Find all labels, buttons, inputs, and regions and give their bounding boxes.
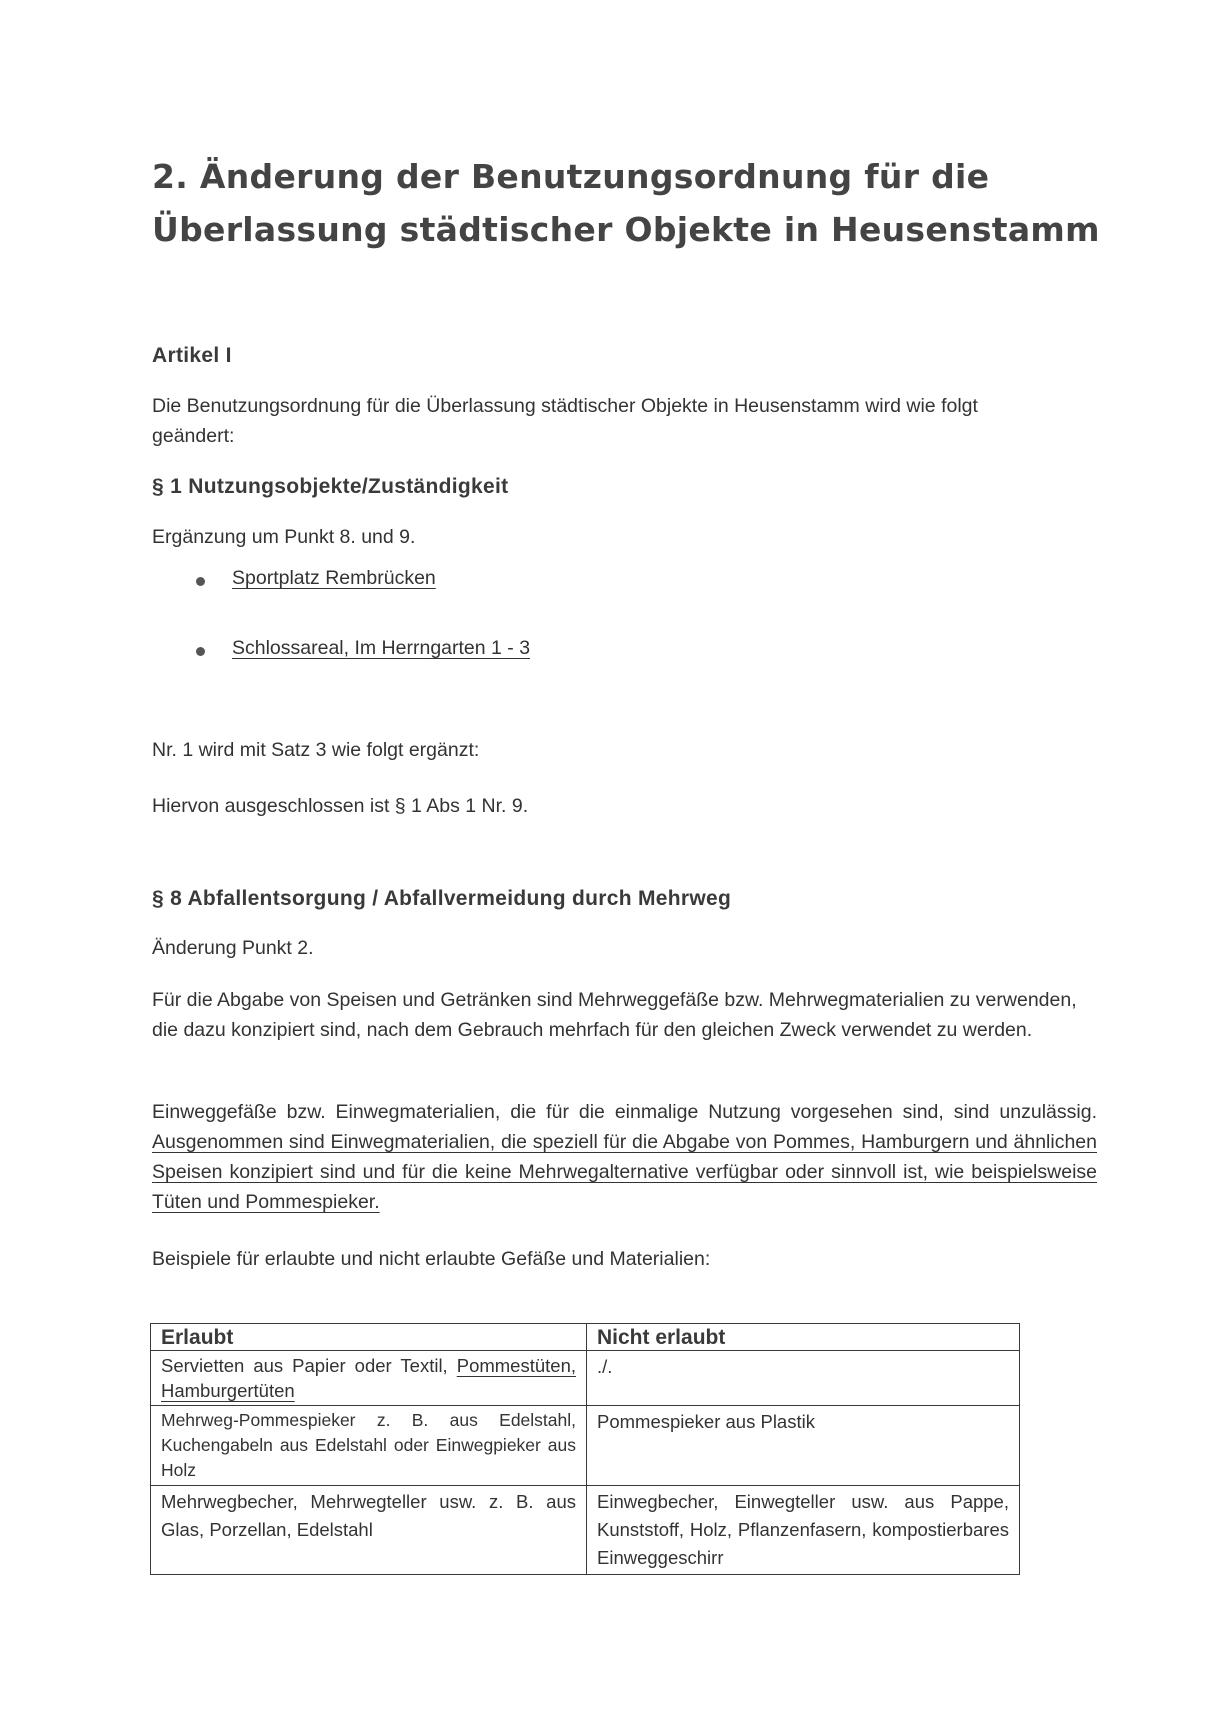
cell-allowed xyxy=(151,1351,587,1406)
section1-line2: Hiervon ausgeschlossen ist § 1 Abs 1 Nr. 9. xyxy=(152,795,529,817)
document-title xyxy=(152,150,1112,256)
cell-allowed: Mehrwegbecher, Mehrwegteller usw. z. B. aus Glas, Porzellan, Edelstahl xyxy=(151,1486,587,1575)
section8-para1: Für die Abgabe von Speisen und Getränken sind Mehrweggefäße bzw. Mehrwegmaterialien zu verwenden, die dazu konzipiert sind, nach dem Gebrauch mehrfach für den gleichen Zweck verwendet zu werden. xyxy=(152,989,1077,1041)
cell-not-allowed: Pommespieker aus Plastik xyxy=(587,1406,1020,1486)
bullet-schlossareal: Schlossareal, Im Herrngarten 1 - 3 xyxy=(232,637,531,659)
header-not-allowed: Nicht erlaubt xyxy=(587,1324,1020,1351)
intro-paragraph: Die Benutzungsordnung für die Überlassung städtischer Objekte in Heusenstamm wird wie folgt geändert: xyxy=(152,395,978,447)
section8-change: Änderung Punkt 2. xyxy=(152,937,314,959)
para2-text: Einweggefäße bzw. Einwegmaterialien, die für die einmalige Nutzung vorgesehen sind, sind unzulässig. xyxy=(152,1101,1097,1123)
header-allowed: Erlaubt xyxy=(151,1324,587,1351)
cell-allowed-underlined: Pommestüten, Hamburgertüten xyxy=(161,1355,577,1401)
title-line-2: Überlassung städtischer Objekte in Heusenstamm xyxy=(152,210,1100,249)
table-row xyxy=(151,1351,1020,1406)
article-heading: Artikel I xyxy=(152,344,232,367)
cell-not-allowed: Einwegbecher, Einwegteller usw. aus Pappe, Kunststoff, Holz, Pflanzenfasern, kompostierbares Einweggeschirr xyxy=(587,1486,1020,1575)
table-row xyxy=(151,1486,1020,1575)
table-header-row xyxy=(151,1324,1020,1351)
table-row xyxy=(151,1406,1020,1486)
title-line-1: 2. Änderung der Benutzungsordnung für die xyxy=(152,157,990,196)
section8-para2 xyxy=(152,1097,1097,1217)
cell-allowed: Mehrweg-Pommespieker z. B. aus Edelstahl, Kuchengabeln aus Edelstahl oder Einwegpieker aus Holz xyxy=(151,1406,587,1486)
cell-not-allowed: ./. xyxy=(587,1351,1020,1406)
cell-allowed-text: Servietten aus Papier oder Textil, xyxy=(161,1355,448,1376)
list-item xyxy=(190,637,530,707)
para2-exception: Ausgenommen sind Einwegmaterialien, die speziell für die Abgabe von Pommes, Hamburgern und ähnlichen Speisen konzipiert sind und für die keine Mehrwegalternative verfügbar oder sinnvoll ist, wie beispielsweise Tüten und Pommespieker. xyxy=(152,1131,1097,1213)
list-item xyxy=(190,567,530,637)
examples-intro: Beispiele für erlaubte und nicht erlaubte Gefäße und Materialien: xyxy=(152,1248,711,1270)
objects-list xyxy=(190,567,530,707)
section1-note: Ergänzung um Punkt 8. und 9. xyxy=(152,526,416,548)
bullet-sportplatz: Sportplatz Rembrücken xyxy=(232,567,436,589)
examples-table xyxy=(150,1323,1020,1575)
section1-heading: § 1 Nutzungsobjekte/Zuständigkeit xyxy=(152,475,509,498)
section1-line1: Nr. 1 wird mit Satz 3 wie folgt ergänzt: xyxy=(152,739,480,761)
section8-heading: § 8 Abfallentsorgung / Abfallvermeidung durch Mehrweg xyxy=(152,887,732,910)
